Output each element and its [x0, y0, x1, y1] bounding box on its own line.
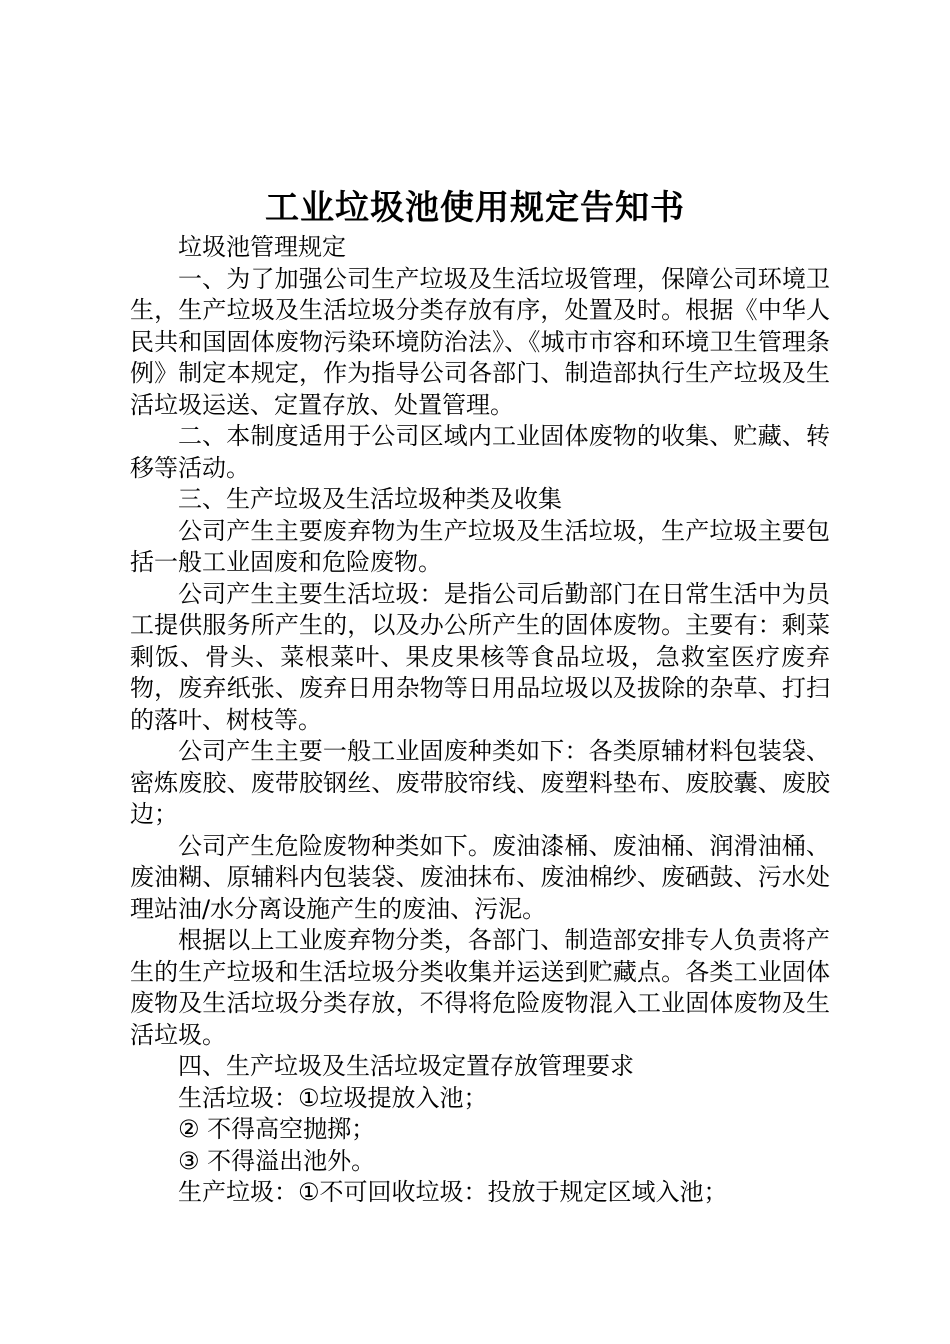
paragraph-domestic-rule-2: ② 不得高空抛掷； — [178, 1115, 376, 1143]
paragraph-industrial-solid-waste: 公司产生主要一般工业固废种类如下：各类原辅材料包装袋、密炼废胶、废带胶钢丝、废带胶帘线、废塑料垫布、废胶囊、废胶边； — [130, 737, 830, 828]
document-title: 工业垃圾池使用规定告知书 — [265, 188, 685, 228]
paragraph-domestic-rule-1: 生活垃圾：①垃圾提放入池； — [178, 1083, 488, 1112]
paragraph-section-2: 二、本制度适用于公司区域内工业固体废物的收集、贮藏、转移等活动。 — [130, 422, 830, 482]
paragraph-domestic-rule-3: ③ 不得溢出池外。 — [178, 1146, 376, 1175]
document-body — [130, 232, 830, 1209]
paragraph-heading-management-rules: 垃圾池管理规定 — [178, 233, 346, 261]
paragraph-waste-overview: 公司产生主要废弃物为生产垃圾及生活垃圾，生产垃圾主要包括一般工业固废和危险废物。 — [130, 516, 830, 576]
paragraph-section-1: 一、为了加强公司生产垃圾及生活垃圾管理，保障公司环境卫生，生产垃圾及生活垃圾分类存放有序，处置及时。根据《中华人民共和国固体废物污染环境防治法》、《城市市容和环境卫生管理条例》制定本规定，作为指导公司各部门、制造部执行生产垃圾及生活垃圾运送、定置存放、处置管理。 — [130, 264, 830, 419]
paragraph-hazardous-waste: 公司产生危险废物种类如下。废油漆桶、废油桶、润滑油桶、废油糊、原辅料内包装袋、废油抹布、废油棉纱、废硒鼓、污水处理站油/水分离设施产生的废油、污泥。 — [130, 831, 830, 923]
paragraph-collection-rules: 根据以上工业废弃物分类，各部门、制造部安排专人负责将产生的生产垃圾和生活垃圾分类收集并运送到贮藏点。各类工业固体废物及生活垃圾分类存放，不得将危险废物混入工业固体废物及生活垃圾。 — [130, 926, 830, 1049]
paragraph-section-3-heading: 三、生产垃圾及生活垃圾种类及收集 — [178, 485, 562, 513]
paragraph-domestic-waste: 公司产生主要生活垃圾：是指公司后勤部门在日常生活中为员工提供服务所产生的，以及办公所产生的固体废物。主要有：剩菜剩饭、骨头、菜根菜叶、果皮果核等食品垃圾，急救室医疗废弃物，废弃纸张、废弃日用杂物等日用品垃圾以及拔除的杂草、打扫的落叶、树枝等。 — [130, 579, 830, 734]
paragraph-production-rule-1: 生产垃圾：①不可回收垃圾：投放于规定区域入池； — [178, 1178, 728, 1206]
paragraph-section-4-heading: 四、生产垃圾及生活垃圾定置存放管理要求 — [178, 1052, 634, 1080]
